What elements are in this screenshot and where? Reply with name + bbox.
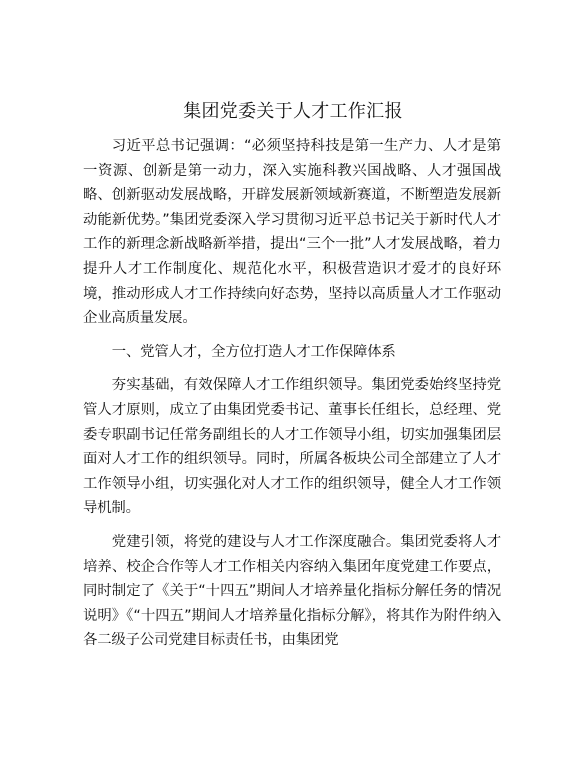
document-body: [83, 134, 501, 653]
paragraph-foundation: 夯实基础，有效保障人才工作组织领导。集团党委始终坚持党管人才原则，成立了由集团党委书记、董事长任组长，总经理、党委专职副书记任常务副组长的人才工作领导小组，切实加强集团层面对人才工作的组织领导。同时，所属各板块公司全部建立了人才工作领导小组，切实强化对人才工作的组织领导，健全人才工作领导机制。: [83, 377, 501, 517]
document-title: 集团党委关于人才工作汇报: [183, 101, 403, 122]
section-heading-1: 一、党管人才，全方位打造人才工作保障体系: [111, 343, 396, 360]
paragraph-party-building: 党建引领，将党的建设与人才工作深度融合。集团党委将人才培养、校企合作等人才工作相关内容纳入集团年度党建工作要点，同时制定了《关于“十四五”期间人才培养量化指标分解任务的情况说明》《“十四五”期间人才培养量化指标分解》，将其作为附件纳入各二级子公司党建目标责任书，由集团党: [83, 533, 501, 649]
paragraph-intro: 习近平总书记强调：“必须坚持科技是第一生产力、人才是第一资源、创新是第一动力，深入实施科教兴国战略、人才强国战略、创新驱动发展战略，开辟发展新领域新赛道，不断塑造发展新动能新优势。”集团党委深入学习贯彻习近平总书记关于新时代人才工作的新理念新战略新举措，提出“三个一批”人才发展战略，着力提升人才工作制度化、规范化水平，积极营造识才爱才的良好环境，推动形成人才工作持续向好态势，坚持以高质量人才工作驱动企业高质量发展。: [83, 138, 501, 327]
